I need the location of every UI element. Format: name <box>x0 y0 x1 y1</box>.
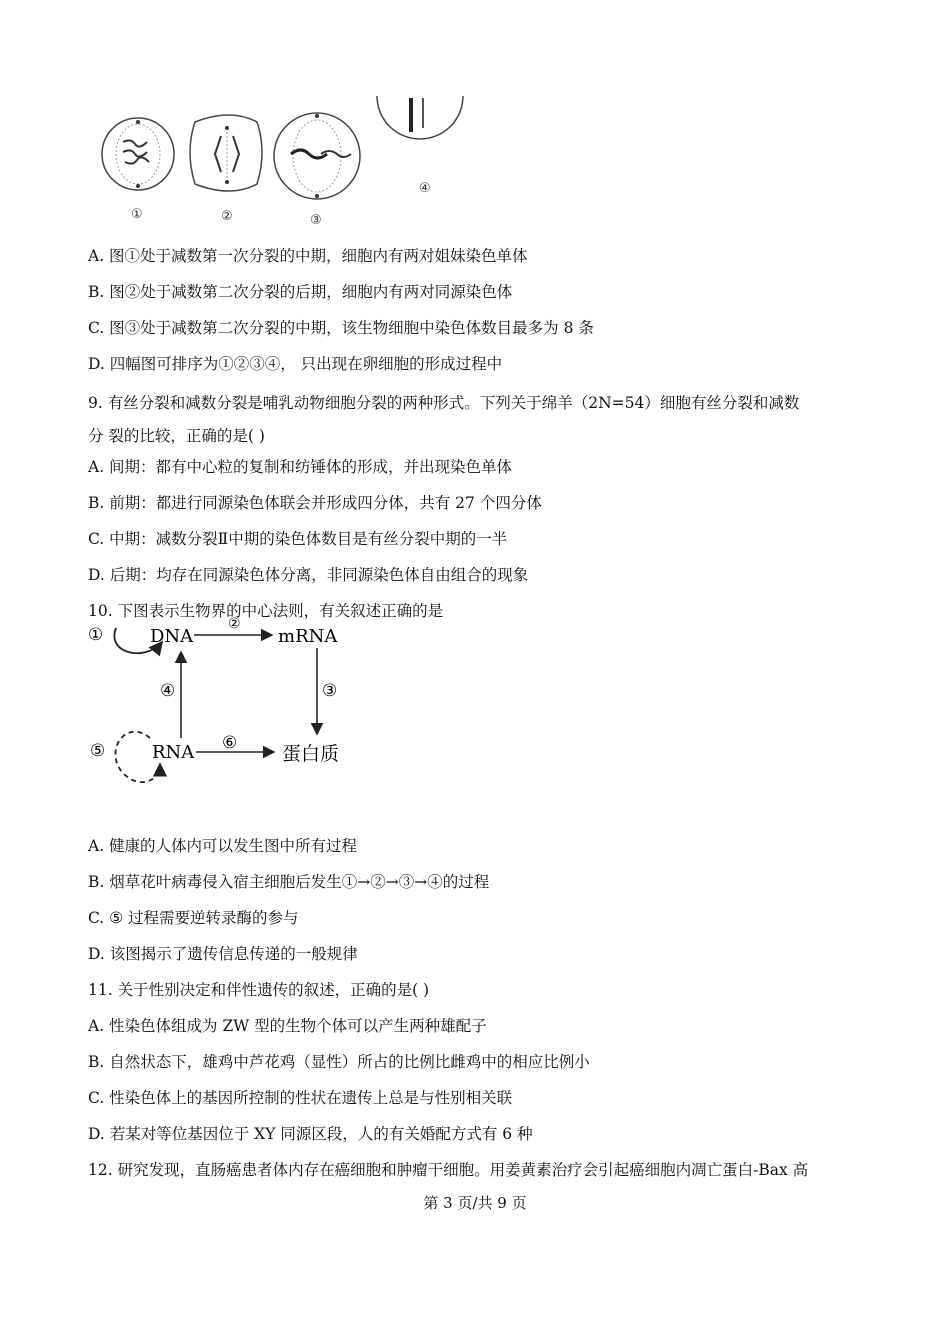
q8-option-b: B. 图②处于减数第二次分裂的后期，细胞内有两对同源染色体 <box>88 283 513 301</box>
q9-option-a: A. 间期：都有中心粒的复制和纺锤体的形成，并出现染色单体 <box>88 458 513 476</box>
cell-label-3: ③ <box>310 213 322 228</box>
cell-4 <box>377 96 463 139</box>
q9-option-c: C. 中期：减数分裂Ⅱ中期的染色体数目是有丝分裂中期的一半 <box>88 530 508 548</box>
page-footer: 第 3 页/共 9 页 <box>423 1194 527 1212</box>
q11-option-a: A. 性染色体组成为 ZW 型的生物个体可以产生两种雄配子 <box>88 1017 487 1035</box>
cell-1 <box>102 118 174 190</box>
q10-option-b: B. 烟草花叶病毒侵入宿主细胞后发生①→②→③→④的过程 <box>88 873 490 891</box>
step-4-label: ④ <box>160 681 176 701</box>
step-6-label: ⑥ <box>222 733 238 753</box>
cell-label-2: ② <box>221 209 233 224</box>
q8-option-c: C. 图③处于减数第二次分裂的中期，该生物细胞中染色体数目最多为 8 条 <box>88 319 594 337</box>
cell-3 <box>274 113 360 199</box>
cell-label-4: ④ <box>419 181 431 196</box>
step-1-label: ① <box>88 625 104 645</box>
node-dna: DNA <box>150 626 194 647</box>
step-5-label: ⑤ <box>90 741 106 761</box>
q11-option-c: C. 性染色体上的基因所控制的性状在遗传上总是与性别相关联 <box>88 1089 513 1107</box>
q10-stem: 10. 下图表示生物界的中心法则，有关叙述正确的是 <box>88 602 444 620</box>
q11-option-d: D. 若某对等位基因位于 XY 同源区段，人的有关婚配方式有 6 种 <box>88 1125 533 1143</box>
q11-option-b: B. 自然状态下，雄鸡中芦花鸡（显性）所占的比例比雌鸡中的相应比例小 <box>88 1053 590 1071</box>
q9-option-b: B. 前期：都进行同源染色体联会并形成四分体，共有 27 个四分体 <box>88 494 542 512</box>
q10-option-a: A. 健康的人体内可以发生图中所有过程 <box>88 837 358 855</box>
q12-stem-line1: 12. 研究发现，直肠癌患者体内存在癌细胞和肿瘤干细胞。用姜黄素治疗会引起癌细胞内凋亡蛋白-Bax 高 <box>88 1161 809 1179</box>
node-mrna: mRNA <box>278 626 338 647</box>
central-dogma-diagram <box>86 614 366 794</box>
q10-option-c: C. ⑤ 过程需要逆转录酶的参与 <box>88 909 299 927</box>
cell-division-figure <box>95 92 475 232</box>
q8-option-d: D. 四幅图可排序为①②③④， 只出现在卵细胞的形成过程中 <box>88 355 503 373</box>
step-2-label: ② <box>228 616 241 632</box>
step-3-label: ③ <box>322 681 338 701</box>
q10-option-d: D. 该图揭示了遗传信息传递的一般规律 <box>88 945 358 963</box>
q9-option-d: D. 后期：均存在同源染色体分离，非同源染色体自由组合的现象 <box>88 566 529 584</box>
node-protein: 蛋白质 <box>282 743 340 765</box>
q8-option-a: A. 图①处于减数第一次分裂的中期，细胞内有两对姐妹染色单体 <box>88 247 528 265</box>
cell-2 <box>190 115 262 191</box>
node-rna: RNA <box>152 742 195 763</box>
q9-stem-line2: 分 裂的比较，正确的是( ) <box>88 427 265 445</box>
q9-stem-line1: 9. 有丝分裂和减数分裂是哺乳动物细胞分裂的两种形式。下列关于绵羊（2N=54）细胞有丝分裂和减数 <box>88 394 800 412</box>
q11-stem: 11. 关于性别决定和伴性遗传的叙述，正确的是( ) <box>88 981 430 999</box>
cell-label-1: ① <box>131 207 143 222</box>
